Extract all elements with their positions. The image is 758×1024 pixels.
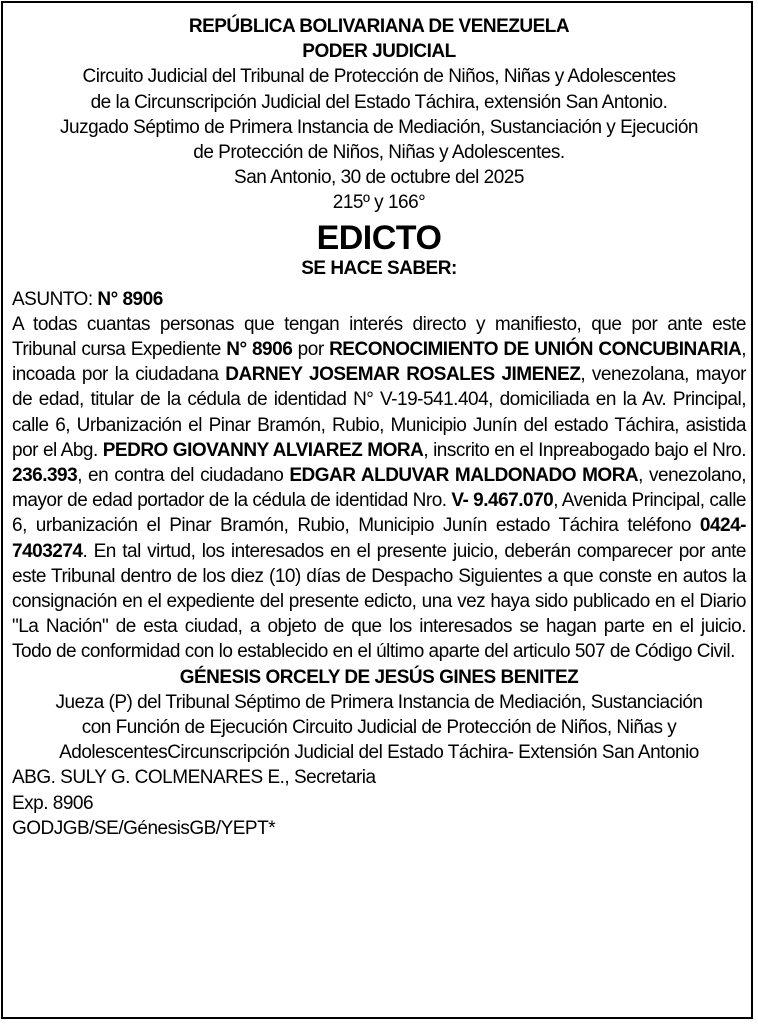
body-defendant-id: V- 9.467.070 bbox=[451, 490, 554, 512]
asunto-value: N° 8906 bbox=[97, 288, 163, 310]
signature-ref: GODJGB/SE/GénesisGB/YEPT* bbox=[12, 817, 276, 839]
body-lawyer: PEDRO GIOVANNY ALVIAREZ MORA bbox=[102, 439, 424, 461]
header-years: 215º y 166° bbox=[332, 192, 426, 214]
asunto-line bbox=[12, 287, 746, 312]
header-court-cont: de Protección de Niños, Niñas y Adolescentes. bbox=[193, 142, 565, 164]
body-text-3: , incoada por la ciudadana bbox=[12, 339, 747, 386]
asunto-label: ASUNTO: bbox=[12, 288, 98, 310]
signature-exp: Exp. 8906 bbox=[12, 792, 94, 814]
header-court: Juzgado Séptimo de Primera Instancia de Mediación, Sustanciación y Ejecución bbox=[60, 116, 698, 138]
body-text-7: , venezolano, mayor de edad portador de la cédula de identidad Nro. bbox=[12, 465, 746, 512]
edict-subtitle: SE HACE SABER: bbox=[301, 257, 457, 279]
header-date: San Antonio, 30 de octubre del 2025 bbox=[234, 167, 524, 189]
body-defendant: EDGAR ALDUVAR MALDONADO MORA bbox=[289, 465, 639, 487]
body-text-9: . En tal virtud, los interesados en el presente juicio, deberán comparecer por ante este Tribunal dentro de los diez (10) días de Despacho Siguientes a que conste en autos la consignación en el expediente del presente edicto, una vez haya sido publicado en el Diario "La Nación" de esta ciudad, a objeto de que los interesados se hagan parte en el juicio. Todo de conformidad con lo establecido en el último aparte del articulo 507 de Código Civil. bbox=[12, 540, 746, 663]
signature-secretary: ABG. SULY G. COLMENARES E., Secretaria bbox=[12, 767, 376, 789]
body-text-8: , Avenida Principal, calle 6, urbanización el Pinar Bramón, Rubio, Municipio Junín estado Táchira teléfono bbox=[12, 490, 746, 537]
body-case-type: RECONOCIMIENTO DE UNIÓN CONCUBINARIA bbox=[329, 339, 742, 361]
body-text-6: , en contra del ciudadano bbox=[77, 465, 290, 487]
edict-body bbox=[12, 312, 746, 665]
body-text-1: A todas cuantas personas que tengan interés directo y manifiesto, que por ante este Tribunal cursa Expediente bbox=[12, 313, 746, 361]
signature-role-2: con Función de Ejecución Circuito Judicial de Protección de Niños, Niñas y bbox=[81, 717, 677, 739]
body-text-2: por bbox=[292, 339, 330, 361]
body-phone: 0424-7403274 bbox=[12, 515, 746, 562]
signature-name: GÉNESIS ORCELY DE JESÚS GINES BENITEZ bbox=[179, 666, 579, 688]
signature-role-3: AdolescentesCircunscripción Judicial del Estado Táchira- Extensión San Antonio bbox=[59, 742, 699, 764]
header-circuit: Circuito Judicial del Tribunal de Protección de Niños, Niñas y Adolescentes bbox=[82, 66, 676, 88]
signature-role-1: Jueza (P) del Tribunal Séptimo de Primera Instancia de Mediación, Sustanciación bbox=[55, 691, 703, 713]
body-expediente: N° 8906 bbox=[226, 339, 293, 361]
header-country: REPÚBLICA BOLIVARIANA DE VENEZUELA bbox=[188, 16, 570, 37]
body-text-5: , inscrito en el Inpreabogado bajo el Nro. bbox=[423, 439, 746, 461]
edict-notice bbox=[12, 14, 746, 841]
body-applicant: DARNEY JOSEMAR ROSALES JIMENEZ bbox=[225, 364, 581, 386]
body-text-4: , venezolana, mayor de edad, titular de la cédula de identidad N° V-19-541.404, domiciliada en la Av. Principal, calle 6, Urbanización el Pinar Bramón, Rubio, Municipio Junín del estado Táchira, asistida por el Abg. bbox=[12, 364, 746, 461]
body-inpreabogado: 236.393 bbox=[12, 465, 78, 487]
signature-block bbox=[12, 665, 746, 841]
edict-header bbox=[12, 14, 746, 216]
header-branch: PODER JUDICIAL bbox=[302, 41, 456, 63]
edict-title: EDICTO bbox=[316, 218, 442, 257]
header-jurisdiction: de la Circunscripción Judicial del Estado Táchira, extensión San Antonio. bbox=[90, 91, 668, 113]
